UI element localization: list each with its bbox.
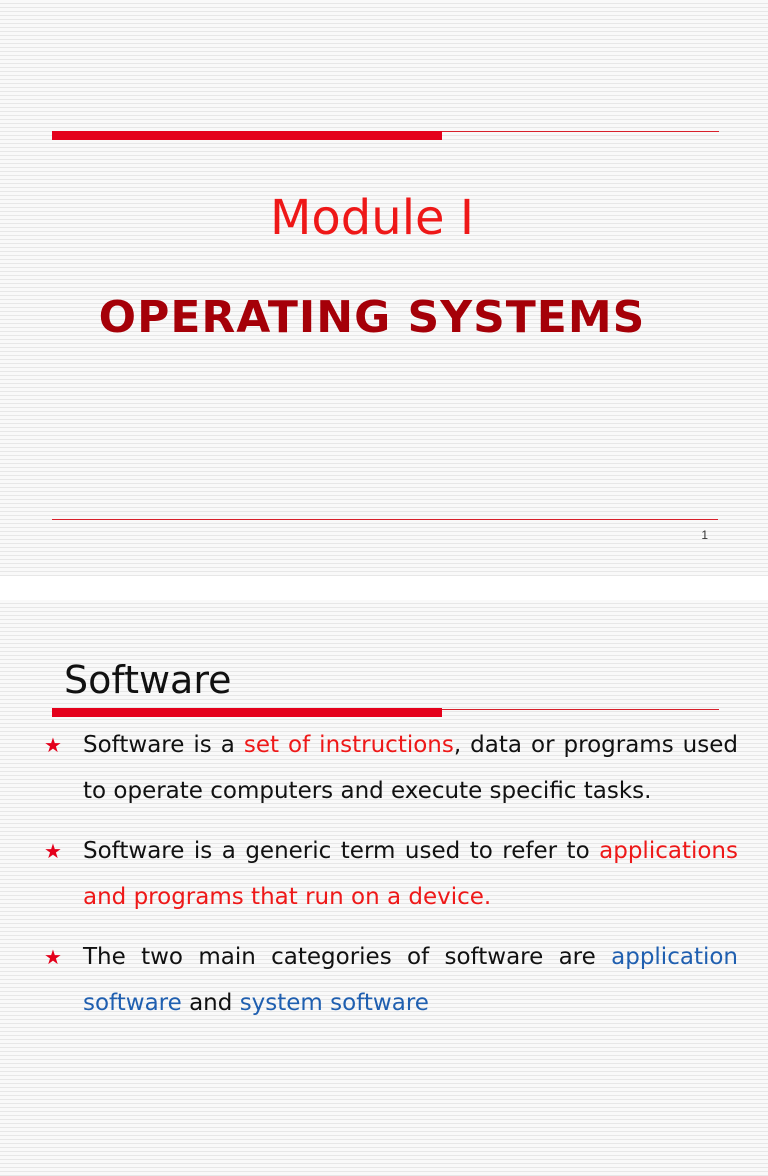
page-number: 1 [701, 528, 708, 542]
title-accent-bar [52, 708, 442, 717]
bullet-item [44, 828, 738, 920]
header-rule [442, 131, 719, 132]
bullet-text-segment: The two main categories of software are [83, 944, 612, 970]
star-icon: ★ [44, 945, 62, 969]
bullet-text-segment: and [181, 990, 240, 1016]
star-icon: ★ [44, 839, 62, 863]
slide-title [0, 0, 768, 576]
highlight-text: application software [83, 944, 738, 1016]
title-rule [442, 709, 719, 710]
bullet-item [44, 722, 738, 814]
bullet-list [44, 722, 738, 1040]
slide-software [0, 600, 768, 1176]
highlight-text: set of instructions [243, 732, 454, 758]
module-title: Module I [270, 190, 474, 246]
bullet-text-segment: , data or programs used to operate computers and execute specific tasks. [83, 732, 738, 804]
highlight-text: applications and programs that run on a device. [83, 838, 738, 910]
header-accent-bar [52, 131, 442, 140]
bullet-text-segment: Software is a generic term used to refer to [83, 838, 600, 864]
slide-title-software: Software [64, 658, 232, 702]
star-icon: ★ [44, 733, 62, 757]
bullet-text [83, 934, 738, 1026]
highlight-text: system software [239, 990, 429, 1016]
bullet-item [44, 934, 738, 1026]
bullet-text [83, 828, 738, 920]
slide-separator [0, 576, 768, 600]
footer-rule [52, 519, 718, 520]
bullet-text-segment: Software is a [83, 732, 244, 758]
bullet-text [83, 722, 738, 814]
subject-title: OPERATING SYSTEMS [98, 292, 646, 343]
